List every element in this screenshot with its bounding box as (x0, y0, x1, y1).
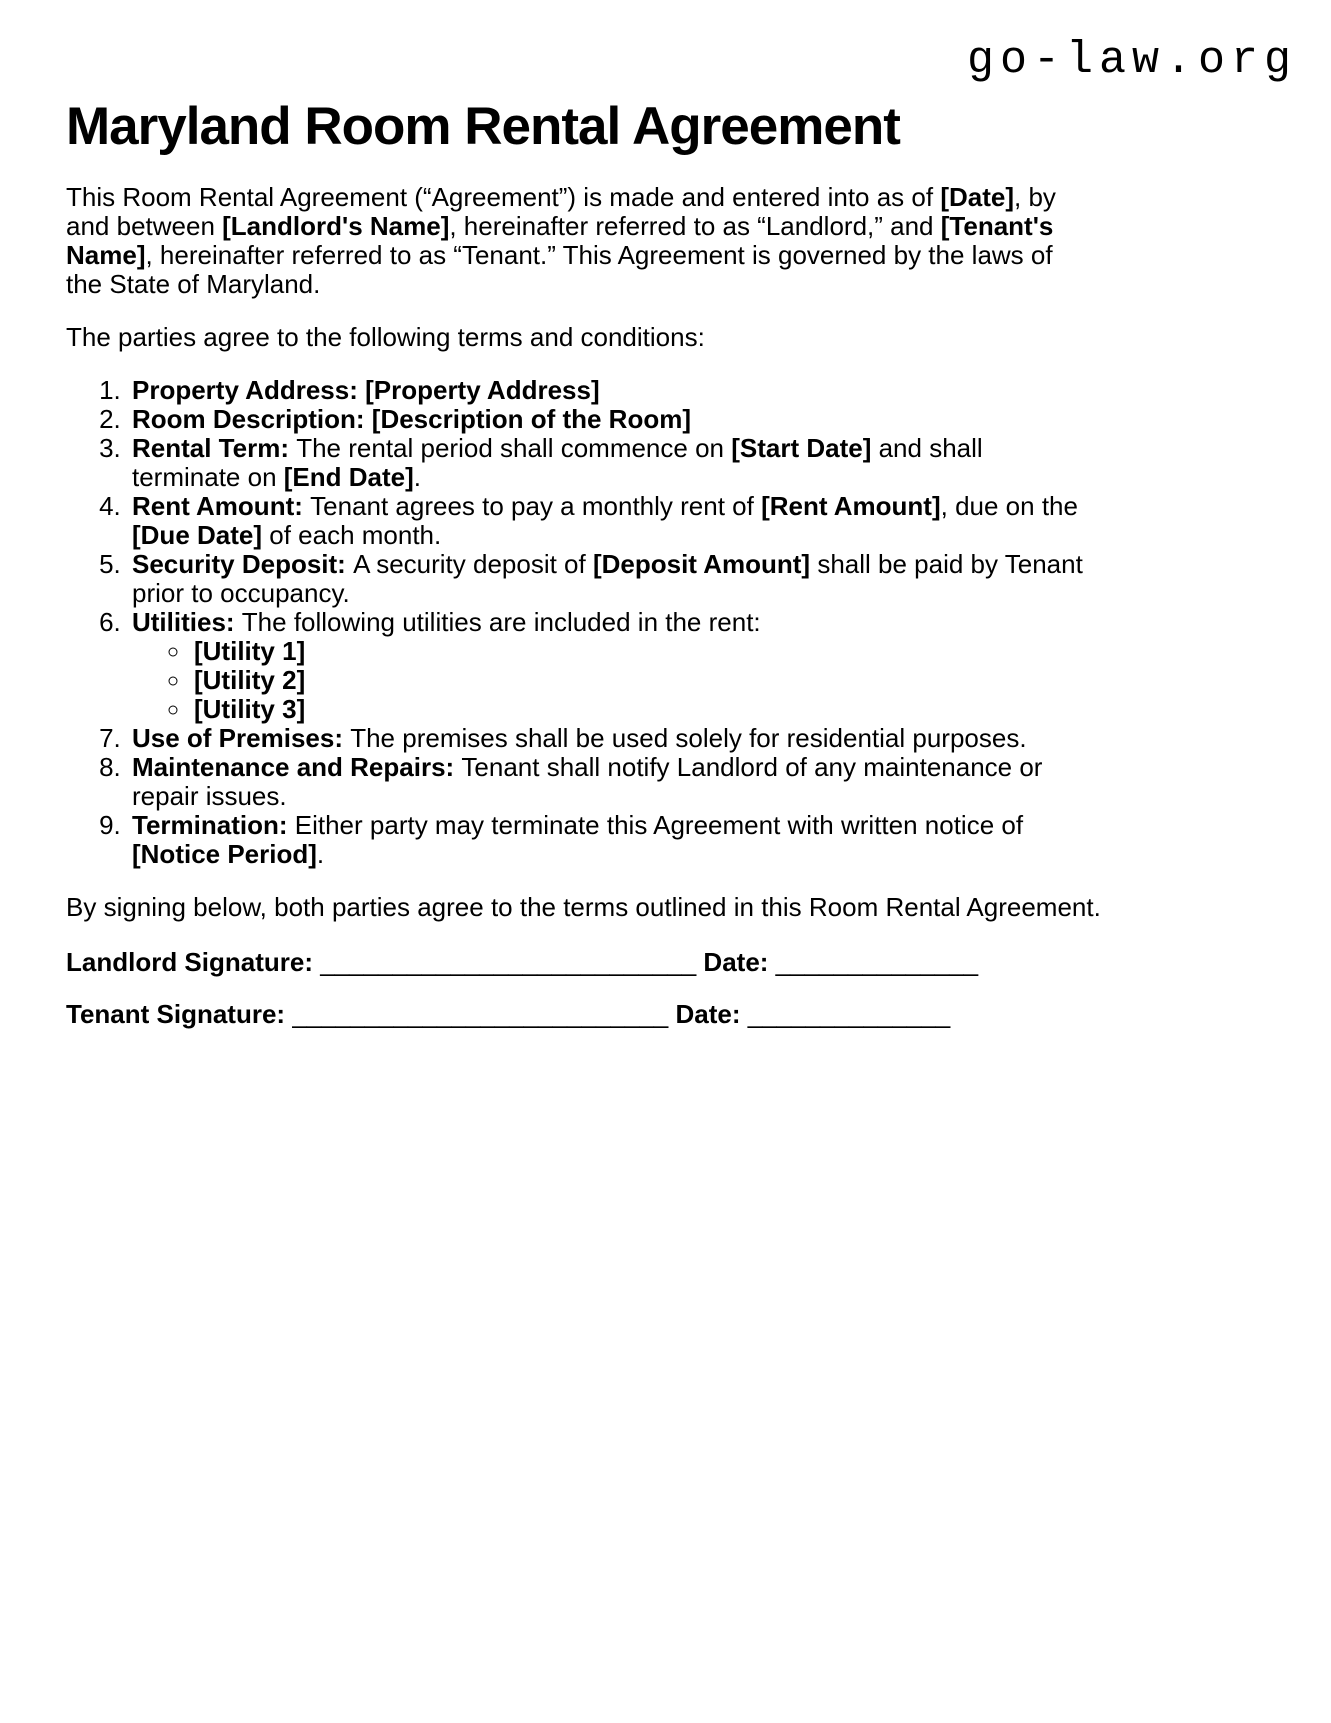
utilities-sublist (132, 637, 1265, 724)
text-run: Tenant agrees to pay a monthly rent of (310, 491, 762, 521)
term-item-utilities (128, 608, 1265, 724)
text-run: [Date] (940, 182, 1014, 212)
text-run: and between (66, 211, 223, 241)
text-run: [Rent Amount] (761, 491, 941, 521)
text-run: This Room Rental Agreement (“Agreement”) is made and entered into as of (66, 182, 941, 212)
term-item-property-address (128, 376, 1265, 405)
text-run: Room Description: [Description of the Room] (132, 404, 691, 434)
term-text (132, 723, 1027, 753)
term-item-maintenance-and-repairs (128, 753, 1265, 811)
term-item-termination (128, 811, 1265, 869)
page-title: Maryland Room Rental Agreement (66, 97, 900, 156)
text-run: Rental Term: (132, 433, 297, 463)
text-run: [Deposit Amount] (592, 549, 811, 579)
site-logo: go-law.org (966, 35, 1297, 86)
text-run: Rent Amount: (132, 491, 311, 521)
utility-item-3: ◦ [Utility 3] (192, 695, 1265, 724)
text-run: of each month. (262, 520, 442, 550)
text-run: Tenant Signature: (66, 999, 293, 1029)
text-run: repair issues. (132, 781, 287, 811)
term-item-room-description (128, 405, 1265, 434)
utility-item-1: ◦ [Utility 1] (192, 637, 1265, 666)
term-text (132, 752, 1042, 811)
text-run: , due on the (940, 491, 1078, 521)
text-run: The rental period shall commence on (296, 433, 732, 463)
closing-paragraph: By signing below, both parties agree to the terms outlined in this Room Rental Agreement. (66, 892, 1101, 922)
text-run: . (413, 462, 421, 492)
text-run: Tenant shall notify Landlord of any maintenance or (461, 752, 1043, 782)
text-run: Date: (675, 999, 748, 1029)
text-run: shall be paid by Tenant (810, 549, 1083, 579)
text-run: Date: (703, 947, 776, 977)
text-run: Property Address: [Property Address] (132, 375, 600, 405)
terms-intro: The parties agree to the following terms and conditions: (66, 322, 705, 352)
text-run: and shall (871, 433, 983, 463)
text-run: [Notice Period] (132, 839, 317, 869)
text-run: [Landlord's Name] (222, 211, 450, 241)
text-run: [Start Date] (731, 433, 872, 463)
term-item-rental-term (128, 434, 1265, 492)
text-run: [Due Date] (132, 520, 263, 550)
term-text (132, 491, 1078, 550)
text-run: The premises shall be used solely for residential purposes. (350, 723, 1027, 753)
text-run: Use of Premises: (132, 723, 351, 753)
landlord-signature-row (66, 948, 1265, 977)
text-run: , hereinafter referred to as “Tenant.” This Agreement is governed by the laws of (145, 240, 1053, 270)
text-run: [Tenant's (940, 211, 1054, 241)
text-run: A security deposit of (353, 549, 593, 579)
text-run: Termination: (132, 810, 295, 840)
text-run: ______________ (775, 947, 979, 977)
text-run: the State of Maryland. (66, 269, 321, 299)
term-text (132, 433, 983, 492)
tenant-signature-row (66, 1000, 1265, 1029)
term-text (132, 375, 600, 405)
term-text (132, 549, 1083, 608)
text-run: Security Deposit: (132, 549, 354, 579)
utility-item-2: ◦ [Utility 2] (192, 666, 1265, 695)
intro-paragraph (66, 183, 1265, 299)
term-item-security-deposit (128, 550, 1265, 608)
text-run: , hereinafter referred to as “Landlord,” and (449, 211, 941, 241)
text-run: Name] (66, 240, 146, 270)
terms-list (66, 376, 1265, 869)
text-run: Either party may terminate this Agreement with written notice of (294, 810, 1024, 840)
term-text (132, 810, 1023, 869)
text-run: prior to occupancy. (132, 578, 350, 608)
term-item-use-of-premises (128, 724, 1265, 753)
text-run: terminate on (132, 462, 284, 492)
text-run: Utilities: (132, 607, 242, 637)
text-run: [End Date] (283, 462, 414, 492)
term-item-rent-amount (128, 492, 1265, 550)
text-run: Landlord Signature: (66, 947, 321, 977)
text-run: ______________ (747, 999, 951, 1029)
text-run: __________________________ (320, 947, 704, 977)
text-run: , by (1014, 182, 1056, 212)
term-text (132, 607, 761, 637)
text-run: . (316, 839, 325, 869)
text-run: The following utilities are included in the rent: (241, 607, 761, 637)
text-run: Maintenance and Repairs: (132, 752, 462, 782)
text-run: __________________________ (292, 999, 676, 1029)
term-text (132, 404, 691, 434)
